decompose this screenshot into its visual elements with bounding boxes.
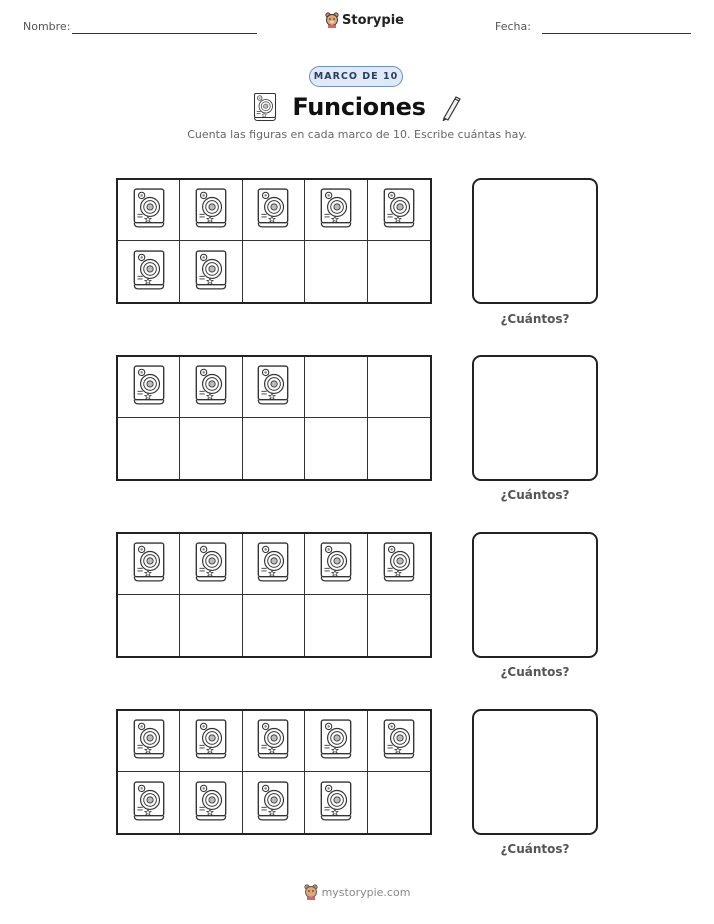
frame-cell <box>368 418 430 479</box>
frame-cell <box>118 357 180 418</box>
safe-icon <box>256 364 290 410</box>
frame-cell <box>368 357 430 418</box>
frame-cell <box>305 241 367 302</box>
safe-icon <box>382 541 416 587</box>
frame-cell <box>305 711 367 772</box>
safe-icon <box>194 718 228 764</box>
date-label: Fecha: <box>495 20 531 33</box>
safe-icon <box>132 364 166 410</box>
frame-cell <box>118 595 180 656</box>
frame-cell <box>118 241 180 302</box>
frame-cell <box>243 595 305 656</box>
frame-cell <box>243 357 305 418</box>
frame-cell <box>305 418 367 479</box>
frame-cell <box>368 711 430 772</box>
safe-icon <box>382 718 416 764</box>
answer-box-2[interactable] <box>472 355 598 481</box>
footer-url: mystorypie.com <box>321 885 411 899</box>
frame-cell <box>180 711 242 772</box>
title-row <box>0 92 714 122</box>
footer <box>0 884 714 900</box>
frame-cell <box>243 534 305 595</box>
brand-logo <box>325 12 404 28</box>
frame-cell <box>118 772 180 833</box>
ten-frame-2 <box>116 355 432 481</box>
frame-cell <box>180 418 242 479</box>
safe-icon <box>132 249 166 295</box>
frame-cell <box>118 180 180 241</box>
name-line[interactable] <box>72 33 257 34</box>
safe-icon <box>319 187 353 233</box>
safe-icon <box>319 541 353 587</box>
frame-cell <box>243 241 305 302</box>
frame-cell <box>305 357 367 418</box>
safe-icon <box>252 92 278 122</box>
frame-cell <box>368 772 430 833</box>
how-many-label-4: ¿Cuántos? <box>500 842 570 856</box>
frame-cell <box>368 241 430 302</box>
answer-box-4[interactable] <box>472 709 598 835</box>
safe-icon <box>132 541 166 587</box>
safe-icon <box>382 187 416 233</box>
frame-cell <box>180 241 242 302</box>
frame-cell <box>243 711 305 772</box>
frame-cell <box>368 595 430 656</box>
safe-icon <box>194 249 228 295</box>
brand-name: Storypie <box>342 12 404 28</box>
frame-cell <box>118 418 180 479</box>
name-label: Nombre: <box>23 20 71 33</box>
safe-icon <box>319 718 353 764</box>
safe-icon <box>319 780 353 826</box>
instructions: Cuenta las figuras en cada marco de 10. Escribe cuántas hay. <box>187 128 527 141</box>
frame-cell <box>305 595 367 656</box>
page-title: Funciones <box>292 93 426 121</box>
frame-cell <box>243 772 305 833</box>
safe-icon <box>194 364 228 410</box>
pencil-icon <box>440 93 462 121</box>
frame-cell <box>243 180 305 241</box>
frame-cell <box>305 180 367 241</box>
frame-cell <box>180 357 242 418</box>
safe-icon <box>256 187 290 233</box>
frame-cell <box>180 595 242 656</box>
safe-icon <box>194 780 228 826</box>
frame-cell <box>243 418 305 479</box>
worksheet-badge: MARCO DE 10 <box>309 66 403 87</box>
frame-cell <box>305 772 367 833</box>
ten-frame-4 <box>116 709 432 835</box>
safe-icon <box>256 718 290 764</box>
frame-cell <box>118 711 180 772</box>
safe-icon <box>194 187 228 233</box>
safe-icon <box>256 780 290 826</box>
safe-icon <box>256 541 290 587</box>
safe-icon <box>132 187 166 233</box>
safe-icon <box>132 718 166 764</box>
date-line[interactable] <box>542 33 691 34</box>
frame-cell <box>118 534 180 595</box>
bear-mascot-icon <box>304 884 318 900</box>
safe-icon <box>194 541 228 587</box>
ten-frame-3 <box>116 532 432 658</box>
safe-icon <box>132 780 166 826</box>
answer-box-3[interactable] <box>472 532 598 658</box>
answer-box-1[interactable] <box>472 178 598 304</box>
frame-cell <box>180 180 242 241</box>
frame-cell <box>305 534 367 595</box>
how-many-label-1: ¿Cuántos? <box>500 312 570 326</box>
how-many-label-3: ¿Cuántos? <box>500 665 570 679</box>
frame-cell <box>368 534 430 595</box>
how-many-label-2: ¿Cuántos? <box>500 488 570 502</box>
ten-frame-1 <box>116 178 432 304</box>
bear-mascot-icon <box>325 12 339 28</box>
frame-cell <box>180 534 242 595</box>
frame-cell <box>180 772 242 833</box>
frame-cell <box>368 180 430 241</box>
